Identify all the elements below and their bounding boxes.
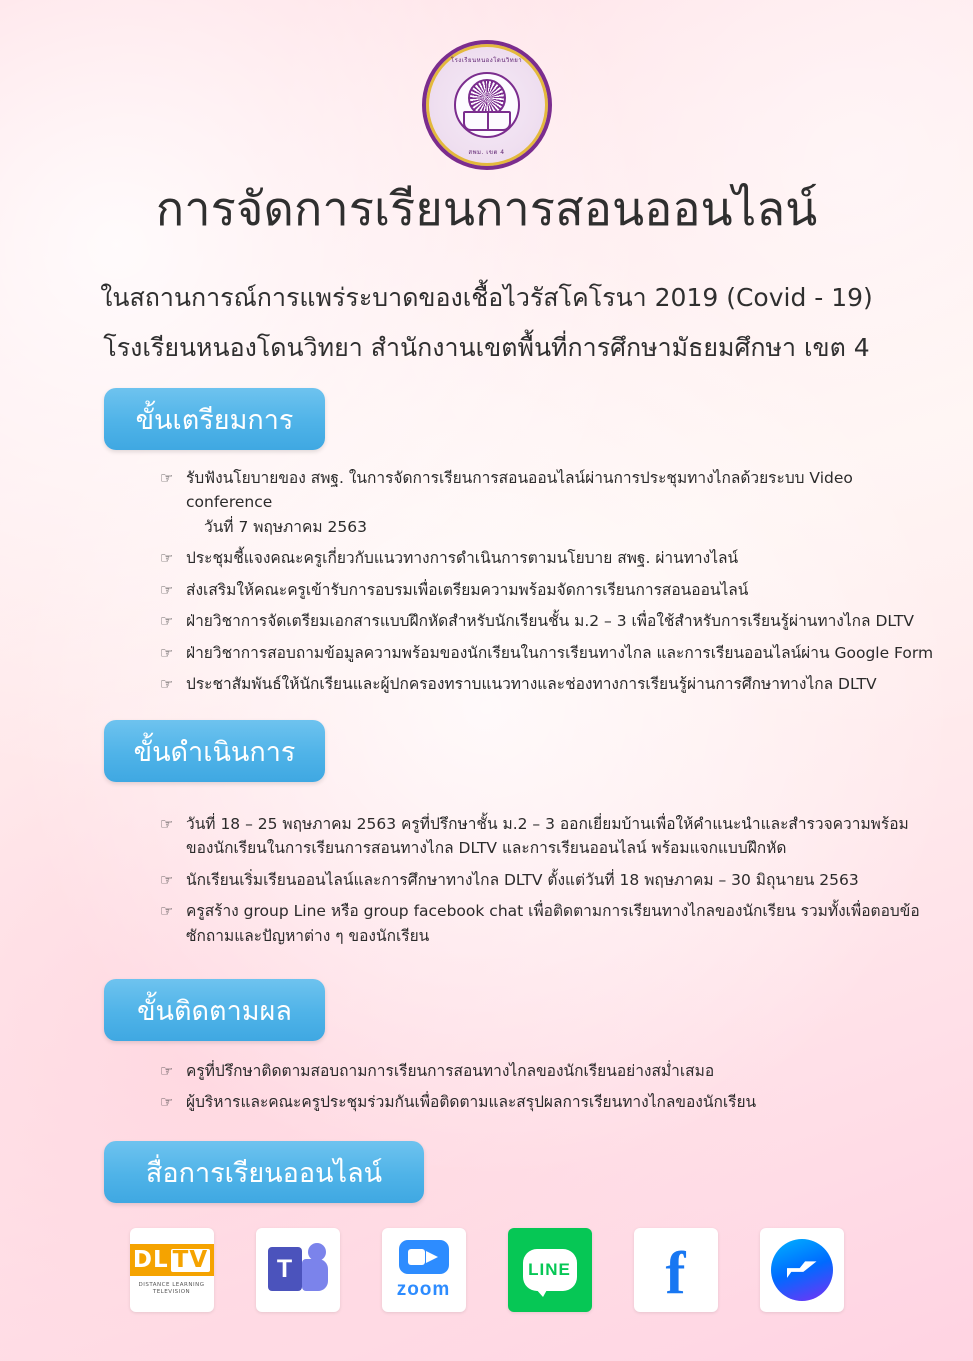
dltv-logo-dl: DL bbox=[132, 1246, 169, 1273]
book-icon bbox=[463, 111, 511, 131]
teams-logo-mark bbox=[268, 1243, 328, 1297]
list-item-text: ฝ่ายวิชาการจัดเตรียมเอกสารแบบฝึกหัดสำหรับนักเรียนชั้น ม.2 – 3 เพื่อใช้สำหรับการเรียนรู้ผ่านทางไกล DLTV bbox=[186, 612, 914, 631]
section-heading-media bbox=[104, 1141, 424, 1203]
dltv-logo-tv: TV bbox=[172, 1246, 209, 1273]
emblem-top-text: โรงเรียนหนองโดนวิทยา bbox=[450, 57, 523, 64]
section-heading-label: ขั้นติดตามผล bbox=[137, 995, 292, 1027]
page-subtitle-1: ในสถานการณ์การแพร่ระบาดของเชื้อไวรัสโคโรนา 2019 (Covid - 19) bbox=[100, 283, 873, 312]
list-item-line2: วันที่ 7 พฤษภาคม 2563 bbox=[204, 517, 367, 536]
teams-person-body bbox=[302, 1259, 328, 1291]
list-item-text bbox=[186, 812, 909, 861]
hand-pointer-icon: ☞ bbox=[160, 469, 174, 487]
teams-letter: T bbox=[268, 1247, 302, 1291]
hand-pointer-icon: ☞ bbox=[160, 815, 174, 833]
section-heading-preparation bbox=[104, 388, 325, 450]
list-item bbox=[160, 546, 940, 570]
hand-pointer-icon: ☞ bbox=[160, 870, 174, 889]
list-item bbox=[160, 1090, 940, 1114]
hand-pointer-icon: ☞ bbox=[160, 1093, 174, 1112]
facebook-wordmark: f bbox=[665, 1240, 686, 1306]
microsoft-teams-icon[interactable] bbox=[256, 1228, 340, 1312]
facebook-icon[interactable] bbox=[634, 1228, 718, 1312]
page-title: การจัดการเรียนการสอนออนไลน์ bbox=[155, 182, 818, 237]
list-item bbox=[160, 1059, 940, 1083]
list-item-line2: ซักถามและปัญหาต่าง ๆ ของนักเรียน bbox=[186, 926, 430, 945]
list-item-line1: ครูสร้าง group Line หรือ group facebook chat เพื่อติดตามการเรียนทางไกลของนักเรียน รวมทั้งเพื่อตอบข้อ bbox=[186, 902, 920, 921]
section-heading-followup bbox=[104, 979, 325, 1041]
emblem-inner bbox=[454, 72, 520, 138]
list-item-text: ประชุมชี้แจงคณะครูเกี่ยวกับแนวทางการดำเนินการตามนโยบาย สพฐ. ผ่านทางไลน์ bbox=[186, 549, 739, 568]
list-item-text: นักเรียนเริ่มเรียนออนไลน์และการศึกษาทางไกล DLTV ตั้งแต่วันที่ 18 พฤษภาคม – 30 มิถุนายน 2563 bbox=[186, 870, 859, 889]
list-item bbox=[160, 641, 940, 665]
list-item-text: ประชาสัมพันธ์ให้นักเรียนและผู้ปกครองทราบแนวทางและช่องทางการเรียนรู้ผ่านการศึกษาทางไกล DLTV bbox=[186, 675, 877, 694]
zoom-wordmark: zoom bbox=[396, 1278, 451, 1300]
hand-pointer-icon: ☞ bbox=[160, 612, 174, 631]
section-heading-label: สื่อการเรียนออนไลน์ bbox=[145, 1157, 383, 1189]
page-subtitle-2: โรงเรียนหนองโดนวิทยา สำนักงานเขตพื้นที่การศึกษามัธยมศึกษา เขต 4 bbox=[103, 333, 870, 362]
list-item bbox=[160, 466, 940, 539]
hand-pointer-icon: ☞ bbox=[160, 580, 174, 599]
list-item bbox=[160, 578, 940, 602]
list-item-line2: ของนักเรียนในการเรียนการสอนทางไกล DLTV และการเรียนออนไลน์ พร้อมแจกแบบฝึกหัด bbox=[186, 839, 787, 858]
media-icon-row bbox=[0, 1228, 973, 1312]
list-item-text: ผู้บริหารและคณะครูประชุมร่วมกันเพื่อติดตามและสรุปผลการเรียนทางไกลของนักเรียน bbox=[186, 1093, 757, 1112]
logo-container bbox=[0, 40, 973, 170]
hand-pointer-icon: ☞ bbox=[160, 675, 174, 694]
list-item bbox=[160, 868, 940, 892]
hand-pointer-icon: ☞ bbox=[160, 549, 174, 568]
list-item-text bbox=[186, 466, 940, 539]
section-heading-label: ขั้นเตรียมการ bbox=[135, 404, 294, 436]
dltv-icon[interactable] bbox=[130, 1228, 214, 1312]
list-implementation bbox=[160, 812, 940, 955]
list-item-line1: รับฟังนโยบายของ สพฐ. ในการจัดการเรียนการสอนออนไลน์ผ่านการประชุมทางไกลด้วยระบบ Video conference bbox=[186, 469, 853, 512]
messenger-icon[interactable] bbox=[760, 1228, 844, 1312]
hand-pointer-icon: ☞ bbox=[160, 1062, 174, 1080]
section-heading-implementation bbox=[104, 720, 325, 782]
list-followup bbox=[160, 1059, 940, 1122]
list-item-text bbox=[186, 899, 920, 948]
messenger-bolt bbox=[787, 1258, 817, 1282]
dltv-caption: DISTANCE LEARNING TELEVISION bbox=[138, 1281, 205, 1295]
hand-pointer-icon: ☞ bbox=[160, 902, 174, 921]
line-wordmark: LINE bbox=[523, 1249, 577, 1291]
dltv-logo-mark bbox=[130, 1244, 214, 1276]
list-item-text: ฝ่ายวิชาการสอบถามข้อมูลความพร้อมของนักเรียนในการเรียนทางไกล และการเรียนออนไลน์ผ่าน Google Form bbox=[186, 643, 934, 662]
line-icon[interactable] bbox=[508, 1228, 592, 1312]
messenger-logo-mark bbox=[771, 1239, 833, 1301]
list-item-text: ส่งเสริมให้คณะครูเข้ารับการอบรมเพื่อเตรียมความพร้อมจัดการเรียนการสอนออนไลน์ bbox=[186, 580, 749, 599]
list-item bbox=[160, 899, 940, 948]
list-item bbox=[160, 812, 940, 861]
list-preparation bbox=[160, 466, 940, 704]
school-emblem-icon bbox=[422, 40, 552, 170]
list-item bbox=[160, 672, 940, 696]
list-item bbox=[160, 609, 940, 633]
zoom-camera-mark bbox=[399, 1240, 449, 1274]
section-heading-label: ขั้นดำเนินการ bbox=[133, 736, 296, 768]
emblem-bottom-text: สพม. เขต 4 bbox=[468, 149, 505, 156]
list-item-line1: วันที่ 18 – 25 พฤษภาคม 2563 ครูที่ปรึกษาชั้น ม.2 – 3 ออกเยี่ยมบ้านเพื่อให้คำแนะนำและสำรวจความพร้อม bbox=[186, 815, 909, 833]
hand-pointer-icon: ☞ bbox=[160, 643, 174, 662]
zoom-icon[interactable] bbox=[382, 1228, 466, 1312]
list-item-text: ครูที่ปรึกษาติดตามสอบถามการเรียนการสอนทางไกลของนักเรียนอย่างสม่ำเสมอ bbox=[186, 1062, 715, 1080]
